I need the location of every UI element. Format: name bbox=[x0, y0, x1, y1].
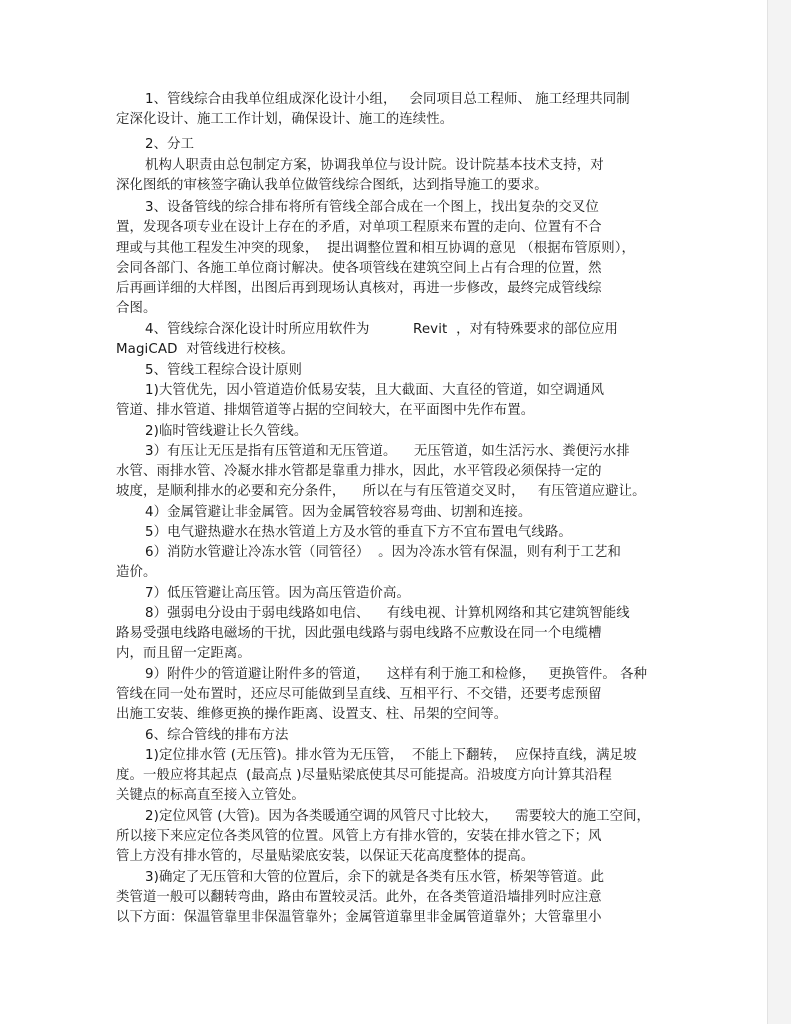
text-line: 造价。 bbox=[116, 565, 157, 580]
text-line: 3、设备管线的综合排布将所有管线全部合成在一个图上，找出复杂的交叉位 bbox=[145, 200, 599, 215]
text-line: 2)临时管线避让长久管线。 bbox=[145, 424, 308, 439]
text-line: 内，而且留一定距离。 bbox=[116, 646, 251, 661]
text-line: 定深化设计、施工工作计划，确保设计、施工的连续性。 bbox=[116, 112, 454, 127]
text-line: 置，发现各项专业在设计上存在的矛盾，对单项工程原来布置的走向、位置有不合 bbox=[116, 220, 602, 235]
text-line: 合图。 bbox=[116, 301, 157, 316]
text-line: 2)定位风管 (大管)。因为各类暖通空调的风管尺寸比较大， 需要较大的施工空间， bbox=[145, 809, 651, 824]
text-line: 4、管线综合深化设计时所应用软件为 Revit ，对有特殊要求的部位应用 bbox=[145, 322, 618, 337]
text-line: 1)定位排水管 (无压管)。排水管为无压管， 不能上下翻转， 应保持直线，满足坡 bbox=[145, 748, 637, 763]
text-line: 3)确定了无压管和大管的位置后，余下的就是各类有压水管，桥架等管道。此 bbox=[145, 870, 605, 885]
text-line: 以下方面：保温管靠里非保温管靠外；金属管道靠里非金属管道靠外；大管靠里小 bbox=[116, 910, 602, 925]
text-line: 6）消防水管避让冷冻水管（同管径） 。因为冷冻水管有保温，则有利于工艺和 bbox=[145, 545, 622, 560]
text-line: 1、管线综合由我单位组成深化设计小组， 会同项目总工程师、 施工经理共同制 bbox=[145, 92, 630, 107]
text-line: 4）金属管避让非金属管。因为金属管较容易弯曲、切割和连接。 bbox=[145, 505, 532, 520]
text-line: 所以接下来应定位各类风管的位置。风管上方有排水管的，安装在排水管之下；风 bbox=[116, 829, 602, 844]
text-line: 管道、排水管道、排烟管道等占据的空间较大，在平面图中先作布置。 bbox=[116, 403, 535, 418]
text-line: 水管、雨排水管、冷凝水排水管都是靠重力排水，因此，水平管段必须保持一定的 bbox=[116, 464, 602, 479]
text-line: 7）低压管避让高压管。因为高压管造价高。 bbox=[145, 586, 410, 601]
text-line: 类管道一般可以翻转弯曲，路由布置较灵活。此外，在各类管道沿墙排列时应注意 bbox=[116, 890, 602, 905]
text-line: 机构人职责由总包制定方案，协调我单位与设计院。设计院基本技术支持，对 bbox=[145, 158, 604, 173]
text-line: 路易受强电线路电磁场的干扰，因此强电线路与弱电线路不应敷设在同一个电缆槽 bbox=[116, 626, 602, 641]
text-line: 出施工安装、维修更换的操作距离、设置支、柱、吊架的空间等。 bbox=[116, 707, 508, 722]
text-line: 8）强弱电分设由于弱电线路如电信、 有线电视、计算机网络和其它建筑智能线 bbox=[145, 606, 630, 621]
text-line: 会同各部门、各施工单位商讨解决。使各项管线在建筑空间上占有合理的位置，然 bbox=[116, 261, 602, 276]
text-line: 5）电气避热避水在热水管道上方及水管的垂直下方不宜布置电气线路。 bbox=[145, 525, 572, 540]
text-line: 9）附件少的管道避让附件多的管道， 这样有利于施工和检修， 更换管件。 各种 bbox=[145, 667, 648, 682]
text-line: 深化图纸的审核签字确认我单位做管线综合图纸，达到指导施工的要求。 bbox=[116, 178, 548, 193]
text-line: 后再画详细的大样图，出图后再到现场认真核对，再进一步修改，最终完成管线综 bbox=[116, 281, 602, 296]
section-heading: 6、综合管线的排布方法 bbox=[145, 728, 289, 743]
text-line: 度。一般应将其起点 (最高点 )尽量贴梁底使其尽可能提高。沿坡度方向计算其沿程 bbox=[116, 768, 612, 783]
text-line: 管线在同一处布置时，还应尽可能做到呈直线、互相平行、不交错，还要考虑预留 bbox=[116, 687, 602, 702]
text-line: 关键点的标高直至接入立管处。 bbox=[116, 788, 305, 803]
text-line: MagiCAD 对管线进行校核。 bbox=[116, 342, 295, 357]
page-edge bbox=[767, 0, 791, 1024]
text-line: 3）有压让无压是指有压管道和无压管道。 无压管道，如生活污水、粪便污水排 bbox=[145, 444, 630, 459]
text-line: 坡度，是顺利排水的必要和充分条件， 所以在与有压管道交叉时， 有压管道应避让。 bbox=[116, 484, 646, 499]
text-line: 理或与其他工程发生冲突的现象， 提出调整位置和相互协调的意见 （根据布管原则）， bbox=[116, 241, 636, 256]
section-heading: 5、管线工程综合设计原则 bbox=[145, 363, 303, 378]
text-line: 1)大管优先，因小管道造价低易安装，且大截面、大直径的管道，如空调通风 bbox=[145, 383, 605, 398]
text-line: 管上方没有排水管的，尽量贴梁底安装，以保证天花高度整体的提高。 bbox=[116, 849, 535, 864]
section-heading: 2、分工 bbox=[145, 137, 195, 152]
